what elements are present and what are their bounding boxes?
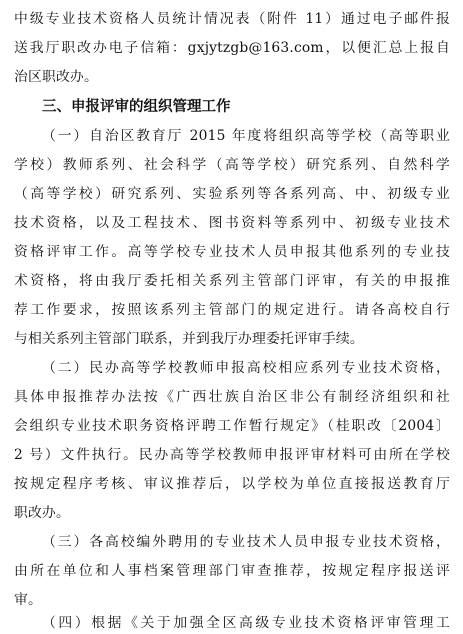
paragraph-1-line-5: 资格评审工作。高等学校专业技术人员申报其他系列的专业技 <box>14 244 450 260</box>
paragraph-2-line-3: 会组织专业技术职务资格评聘工作暂行规定》（桂职改〔2004〕 <box>14 418 450 434</box>
paragraph-2-line-2: 具体申报推荐办法按《广西壮族自治区非公有制经济组织和社 <box>14 389 450 405</box>
section-heading: 三、申报评审的组织管理工作 <box>42 99 231 115</box>
paragraph-1-line-1: （一）自治区教育厅 2015 年度将组织高等学校（高等职业 <box>42 128 450 144</box>
paragraph-2-line-4: 2 号）文件执行。民办高等学校教师申报评审材料可由所在学校 <box>14 447 450 463</box>
text-line-2: 送我厅职改办电子信箱：gxjytzgb@163.com，以便汇总上报自 <box>14 40 450 56</box>
paragraph-4-line-1: （四）根据《关于加强全区高级专业技术资格评审管理工 <box>42 615 450 631</box>
paragraph-3-line-1: （三）各高校编外聘用的专业技术人员申报专业技术资格， <box>42 534 450 550</box>
text-line-3: 治区职改办。 <box>14 69 98 85</box>
paragraph-1-line-6: 术资格，将由我厅委托相关系列主管部门评审，有关的申报推 <box>14 273 450 289</box>
paragraph-3-line-3: 审。 <box>14 592 42 608</box>
paragraph-1-line-3: （高等学校）研究系列、实验系列等各系列高、中、初级专业 <box>14 186 450 202</box>
paragraph-2-line-1: （二）民办高等学校教师申报高校相应系列专业技术资格， <box>42 360 450 376</box>
paragraph-1-line-7: 荐工作要求，按照该系列主管部门的规定进行。请各高校自行 <box>14 302 450 318</box>
paragraph-2-line-5: 按规定程序考核、审议推荐后，以学校为单位直接报送教育厅 <box>14 476 450 492</box>
paragraph-3-line-2: 由所在单位和人事档案管理部门审查推荐，按规定程序报送评 <box>14 563 450 579</box>
paragraph-1-line-4: 技术资格，以及工程技术、图书资料等系列中、初级专业技术 <box>14 215 450 231</box>
paragraph-1-line-2: 学校）教师系列、社会科学（高等学校）研究系列、自然科学 <box>14 157 450 173</box>
text-line-1: 中级专业技术资格人员统计情况表（附件 11）通过电子邮件报 <box>14 11 450 27</box>
paragraph-1-line-8: 与相关系列主管部门联系，并到我厅办理委托评审手续。 <box>14 331 364 347</box>
paragraph-2-line-6: 职改办。 <box>14 505 70 521</box>
